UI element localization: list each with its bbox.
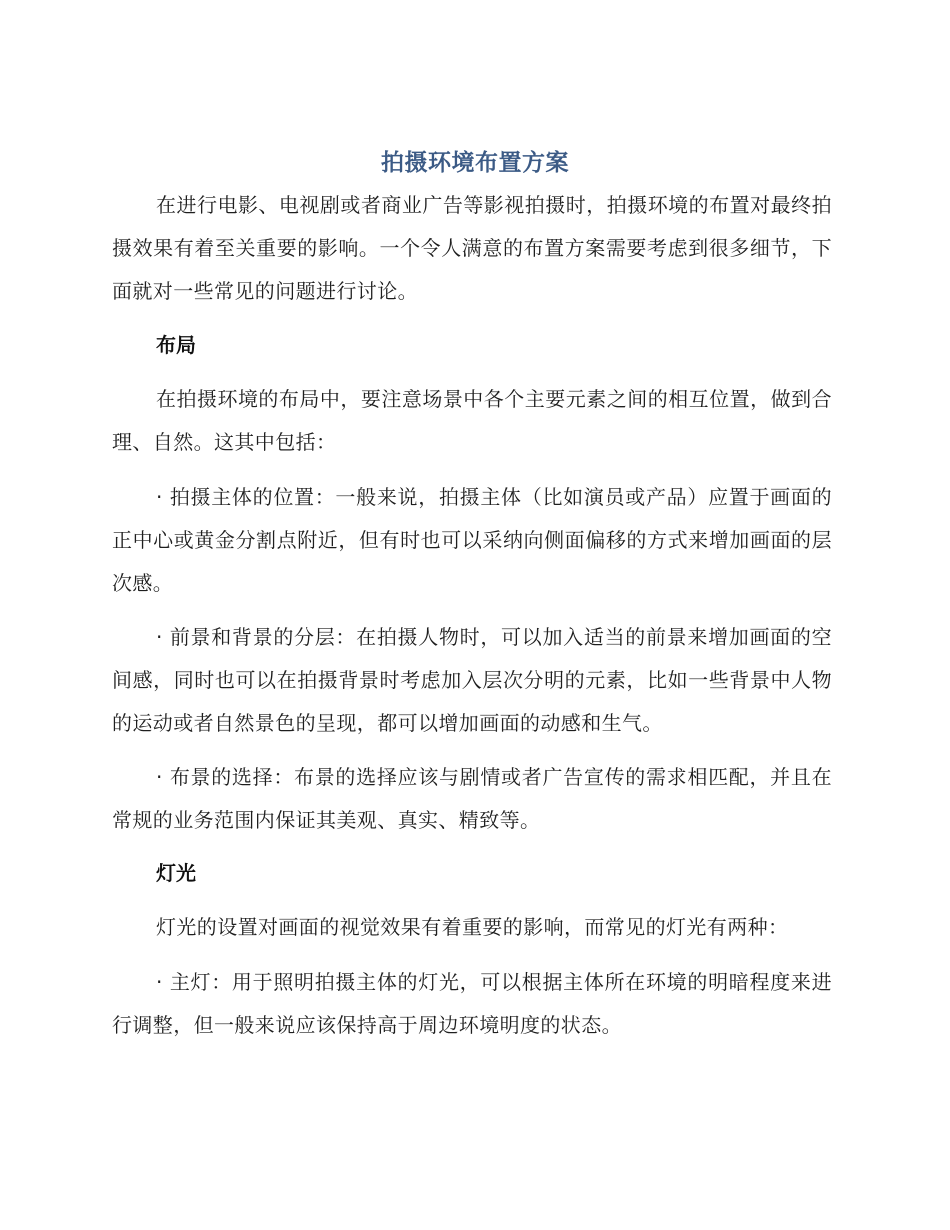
page-title: 拍摄环境布置方案 (381, 150, 569, 176)
bullet-set-selection: · 布景的选择：布景的选择应该与剧情或者广告宣传的需求相匹配，并且在常规的业务范围内保证其美观、真实、精致等。 (112, 765, 832, 832)
lighting-lead-paragraph: 灯光的设置对画面的视觉效果有着重要的影响，而常见的灯光有两种： (156, 915, 789, 939)
layout-lead-paragraph: 在拍摄环境的布局中，要注意场景中各个主要元素之间的相互位置，做到合理、自然。这其中包括： (112, 387, 832, 454)
section-heading-layout: 布局 (156, 333, 196, 357)
intro-paragraph: 在进行电影、电视剧或者商业广告等影视拍摄时，拍摄环境的布置对最终拍摄效果有着至关重要的影响。一个令人满意的布置方案需要考虑到很多细节，下面就对一些常见的问题进行讨论。 (112, 193, 832, 303)
bullet-subject-position: · 拍摄主体的位置：一般来说，拍摄主体（比如演员或产品）应置于画面的正中心或黄金分割点附近，但有时也可以采纳向侧面偏移的方式来增加画面的层次感。 (112, 485, 832, 595)
section-heading-lighting: 灯光 (156, 861, 196, 885)
bullet-foreground-background: · 前景和背景的分层：在拍摄人物时，可以加入适当的前景来增加画面的空间感，同时也可以在拍摄背景时考虑加入层次分明的元素，比如一些背景中人物的运动或者自然景色的呈现，都可以增加画面的动感和生气。 (112, 625, 832, 735)
bullet-key-light: · 主灯：用于照明拍摄主体的灯光，可以根据主体所在环境的明暗程度来进行调整，但一般来说应该保持高于周边环境明度的状态。 (112, 970, 832, 1037)
